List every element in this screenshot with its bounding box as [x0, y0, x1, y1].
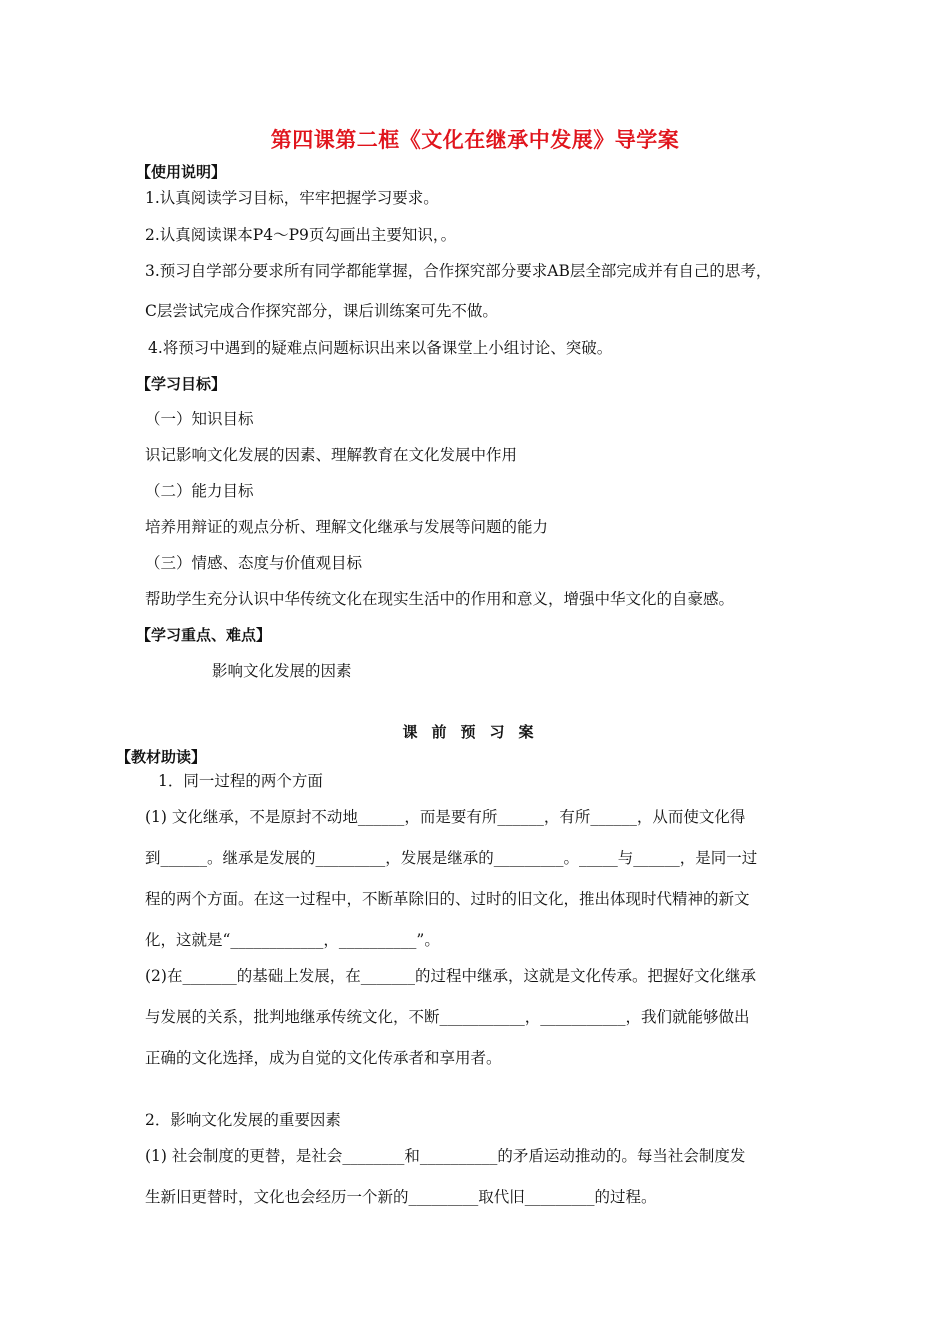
section-1-line-7: 正确的文化选择，成为自觉的文化传承者和享用者。 [145, 1049, 502, 1067]
usage-item-3: 3.预习自学部分要求所有同学都能掌握，合作探究部分要求AB层全部完成并有自己的思考， [145, 262, 772, 280]
section-2-line-1: (1) 社会制度的更替，是社会________和__________的矛盾运动推动的。每当社会制度发 [145, 1147, 746, 1165]
document-title: 第四课第二框《文化在继承中发展》导学案 [270, 128, 680, 152]
knowledge-goal-text: 识记影响文化发展的因素、理解教育在文化发展中作用 [145, 446, 518, 464]
section-1-line-6: 与发展的关系，批判地继承传统文化，不断___________，___________，我们就能够做出 [145, 1008, 750, 1026]
ability-goal-text: 培养用辩证的观点分析、理解文化继承与发展等问题的能力 [145, 518, 549, 536]
usage-item-3-cont: C层尝试完成合作探究部分，课后训练案可先不做。 [145, 302, 498, 320]
emotion-goal-title: （三）情感、态度与价值观目标 [145, 554, 363, 572]
preview-title: 课前预习案 [402, 723, 548, 741]
ability-goal-title: （二）能力目标 [145, 482, 254, 500]
section-1-line-2: 到______。继承是发展的_________，发展是继承的_________。_____与______，是同一过 [145, 849, 758, 867]
section-1-line-5: (2)在_______的基础上发展，在_______的过程中继承，这就是文化传承。把握好文化继承 [145, 967, 756, 985]
section-2-line-2: 生新旧更替时，文化也会经历一个新的_________取代旧_________的过程。 [145, 1188, 657, 1206]
guide-header: 【教材助读】 [116, 748, 207, 766]
knowledge-goal-title: （一）知识目标 [145, 410, 254, 428]
section-1-line-4: 化，这就是“____________，__________”。 [145, 931, 440, 949]
usage-header: 【使用说明】 [136, 163, 227, 181]
section-1-line-1: (1) 文化继承，不是原封不动地______，而是要有所______，有所______，从而使文化得 [145, 808, 746, 826]
usage-item-1: 1.认真阅读学习目标，牢牢把握学习要求。 [145, 189, 439, 207]
emotion-goal-text: 帮助学生充分认识中华传统文化在现实生活中的作用和意义，增强中华文化的自豪感。 [145, 590, 735, 608]
section-1-line-3: 程的两个方面。在这一过程中，不断革除旧的、过时的旧文化，推出体现时代精神的新文 [145, 890, 750, 908]
focus-text: 影响文化发展的因素 [212, 662, 352, 680]
section-2-title: 2．影响文化发展的重要因素 [145, 1111, 341, 1129]
focus-header: 【学习重点、难点】 [136, 626, 272, 644]
usage-item-4: 4.将预习中遇到的疑难点问题标识出来以备课堂上小组讨论、突破。 [148, 339, 613, 357]
usage-item-2: 2.认真阅读课本P4～P9页勾画出主要知识，。 [145, 226, 457, 244]
section-1-title: 1．同一过程的两个方面 [158, 772, 323, 790]
goals-header: 【学习目标】 [136, 375, 227, 393]
